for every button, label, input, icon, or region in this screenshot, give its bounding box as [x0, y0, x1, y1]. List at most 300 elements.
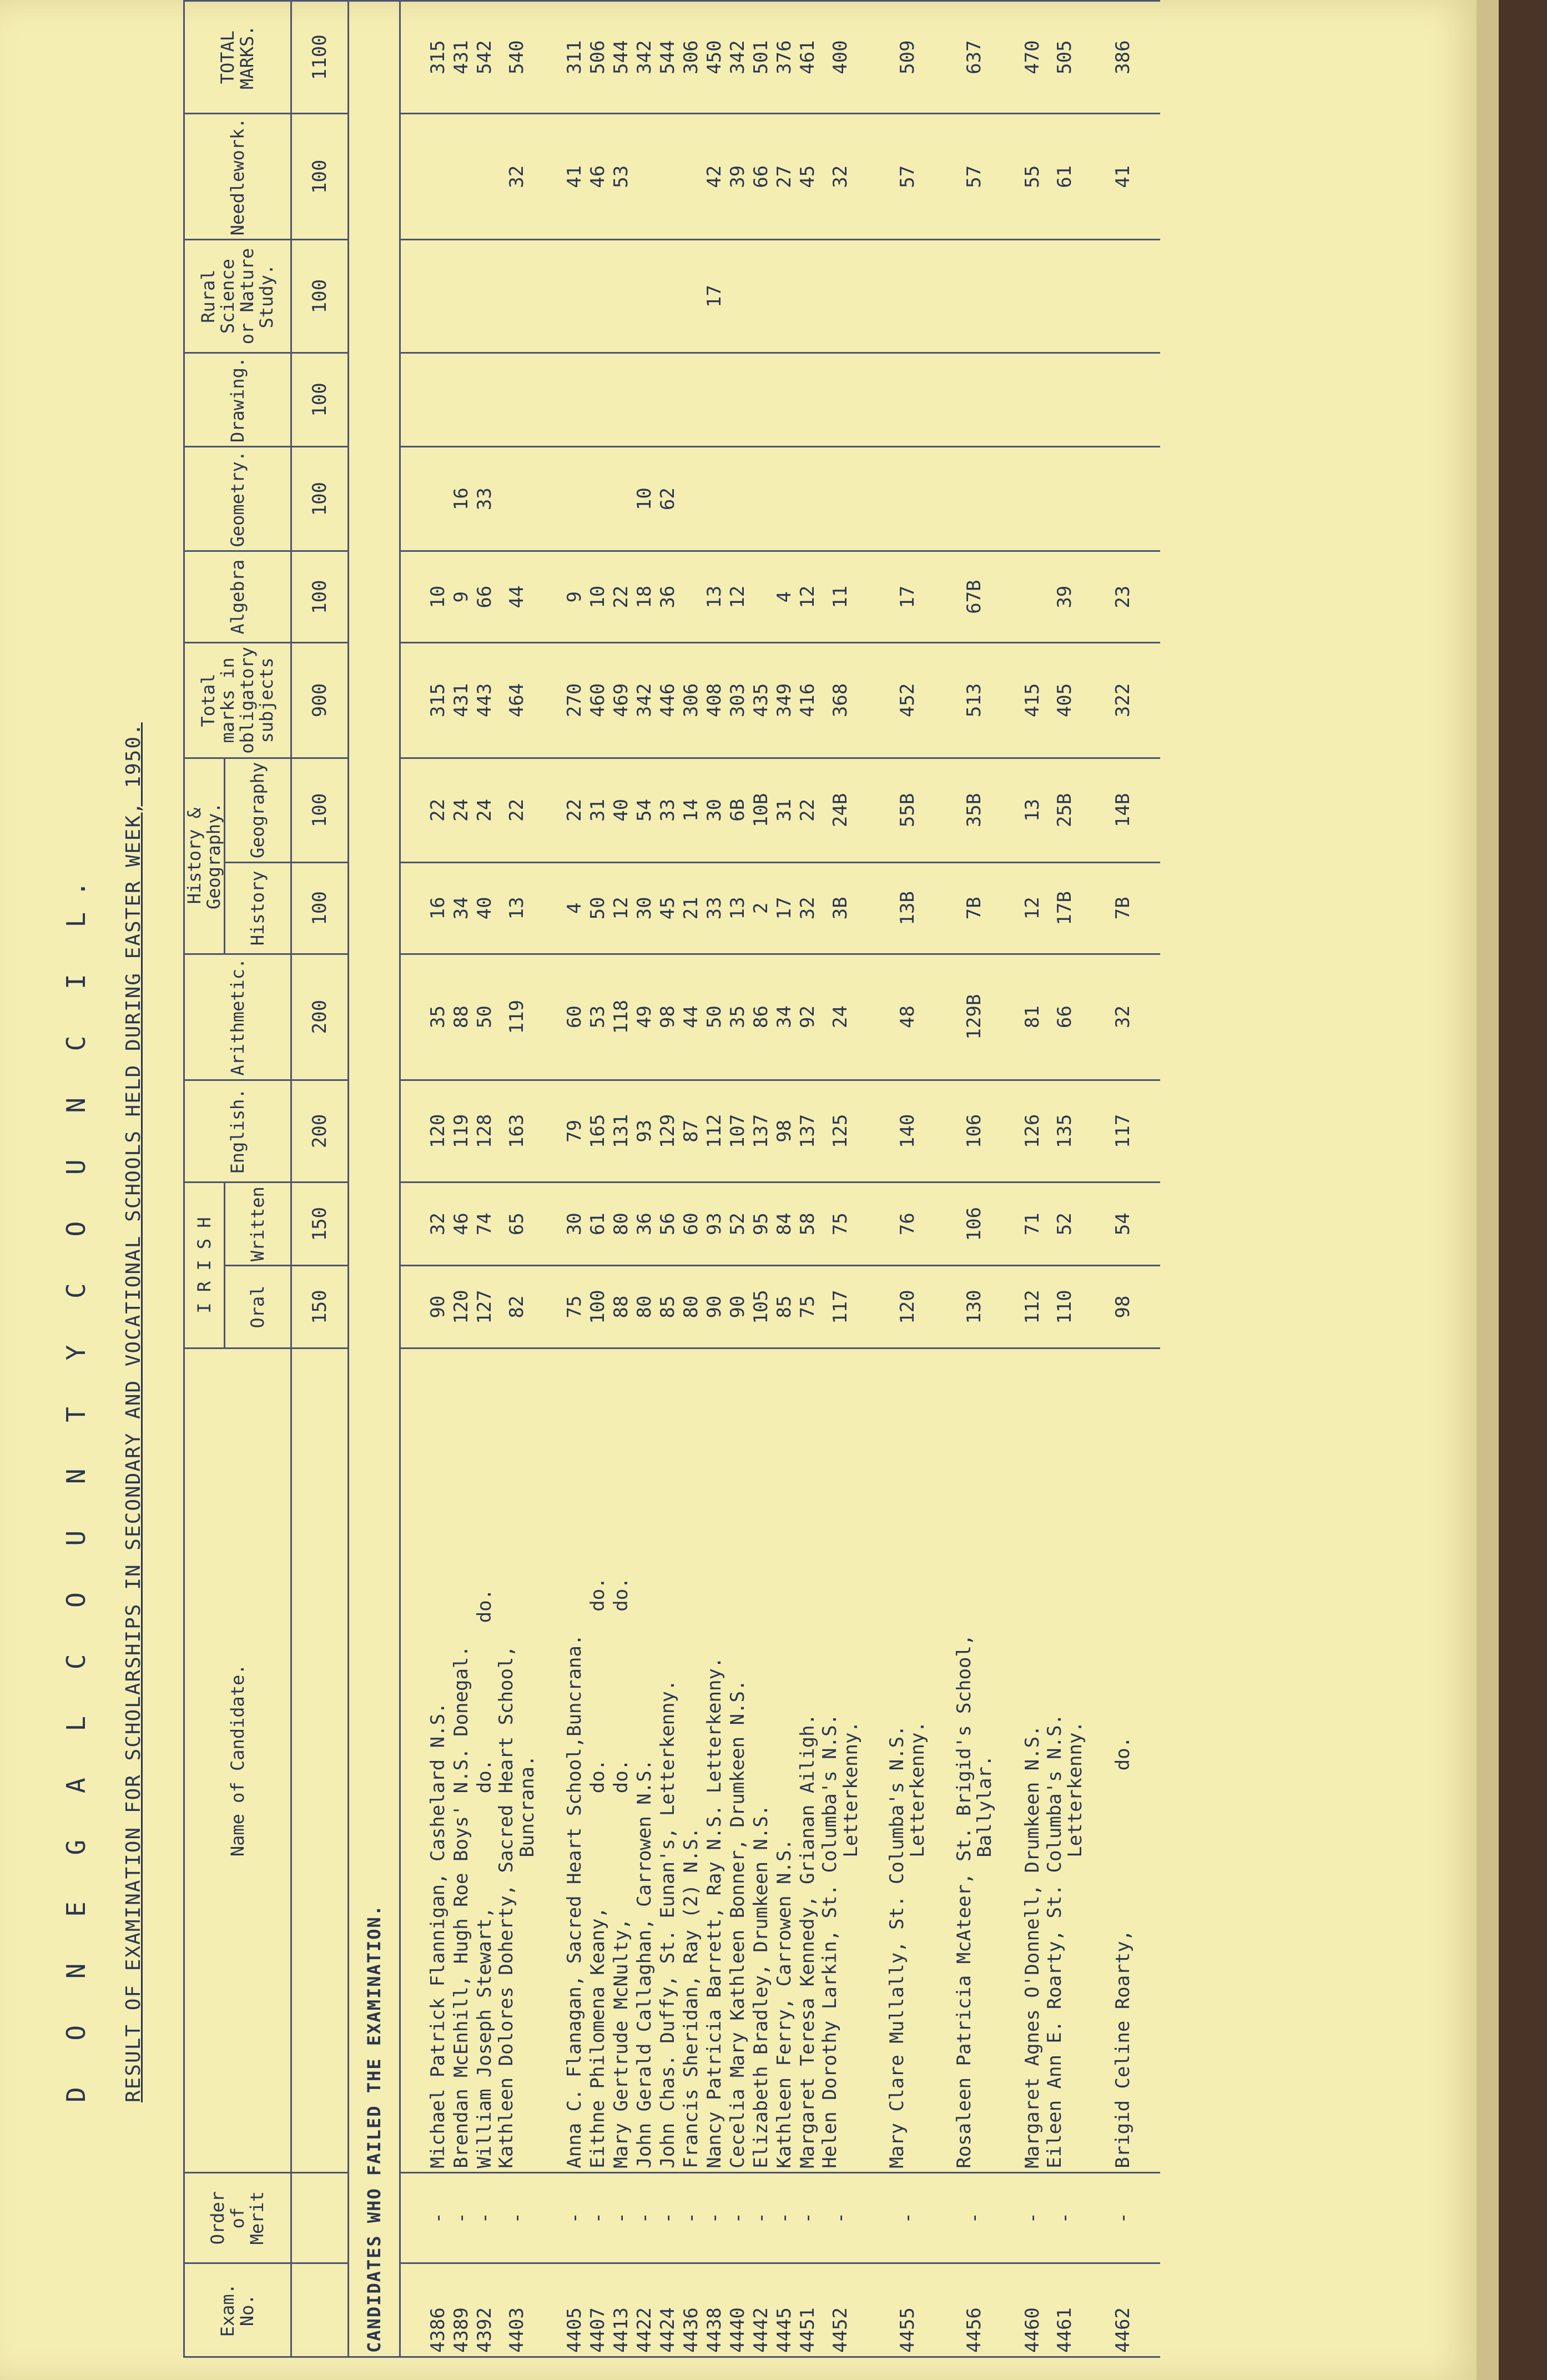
- cell-algebra: 10: [426, 551, 450, 643]
- table-row: [797, 1, 820, 2357]
- spacer-row: [996, 1, 1021, 2357]
- cell-total: 315: [426, 1, 450, 114]
- cell-geometry: [750, 446, 773, 551]
- cell-written: 84: [773, 1183, 797, 1266]
- candidate-name: Mary Gertrude McNulty, do. do.: [610, 1577, 633, 2168]
- cell-algebra: 44: [496, 551, 538, 643]
- cell-oblig: 469: [610, 643, 633, 758]
- header-geography: Geography: [225, 758, 291, 862]
- cell-geometry: 10: [633, 446, 657, 551]
- cell-geometry: [820, 446, 861, 551]
- cell-oral: 90: [426, 1266, 450, 1349]
- cell-name: [1111, 1348, 1135, 2172]
- cell-name: [727, 1348, 750, 2172]
- cell-order: -: [587, 2172, 610, 2263]
- cell-history: 3B: [820, 863, 861, 954]
- cell-rural: [426, 240, 450, 353]
- cell-needle: 42: [703, 114, 727, 240]
- cell-algebra: 36: [657, 551, 680, 643]
- max-rural-science: 100: [291, 240, 349, 353]
- table-row: [1045, 1, 1086, 2357]
- cell-algebra: [1021, 551, 1045, 643]
- cell-algebra: 9: [450, 551, 473, 643]
- candidate-name: Helen Dorothy Larkin, St. Columba's N.S.: [819, 1713, 841, 2168]
- cell-rural: [773, 240, 797, 353]
- cell-order: -: [633, 2172, 657, 2263]
- header-history-geography: History & Geography.: [184, 758, 225, 954]
- cell-oblig: 368: [820, 643, 861, 758]
- cell-needle: 32: [820, 114, 861, 240]
- table-row: [887, 1, 929, 2357]
- cell-history: 4: [563, 863, 587, 954]
- cell-written: 93: [703, 1183, 727, 1266]
- document-title: D O N E G A L C O U N T Y C O U N C I L.: [61, 866, 91, 2102]
- candidate-name: Cecelia Mary Kathleen Bonner, Drumkeen N.S.: [727, 1679, 749, 2168]
- cell-order: -: [703, 2172, 727, 2263]
- cell-total: 461: [797, 1, 820, 114]
- cell-geography: 30: [703, 758, 727, 862]
- cell-algebra: 12: [727, 551, 750, 643]
- cell-needle: 46: [587, 114, 610, 240]
- candidate-name: Margaret Teresa Kennedy, Grianan Ailigh.: [797, 1713, 819, 2168]
- cell-geometry: [954, 446, 996, 551]
- cell-exam: 4392: [473, 2263, 496, 2357]
- cell-drawing: [820, 353, 861, 446]
- binder-background: [1499, 0, 1547, 2380]
- cell-written: 75: [820, 1183, 861, 1266]
- cell-order: -: [1045, 2172, 1086, 2263]
- cell-written: 32: [426, 1183, 450, 1266]
- cell-total: 342: [727, 1, 750, 114]
- spacer-row: [538, 1, 563, 2357]
- cell-algebra: 10: [587, 551, 610, 643]
- cell-name: [797, 1348, 820, 2172]
- cell-needle: 45: [797, 114, 820, 240]
- spacer-row: [1135, 1, 1160, 2357]
- cell-history: 32: [797, 863, 820, 954]
- cell-geometry: [773, 446, 797, 551]
- cell-needle: 27: [773, 114, 797, 240]
- cell-history: 17B: [1045, 863, 1086, 954]
- cell-arith: 34: [773, 954, 797, 1080]
- cell-name: [450, 1348, 473, 2172]
- max-arithmetic: 200: [291, 954, 349, 1080]
- cell-needle: 57: [954, 114, 996, 240]
- cell-oral: 80: [633, 1266, 657, 1349]
- cell-drawing: [633, 353, 657, 446]
- cell-name: [587, 1348, 610, 2172]
- cell-english: 131: [610, 1080, 633, 1183]
- cell-geometry: 62: [657, 446, 680, 551]
- cell-rural: [820, 240, 861, 353]
- cell-arith: 24: [820, 954, 861, 1080]
- max-oral: 150: [291, 1266, 349, 1349]
- header-order-of-merit: Order of Merit: [184, 2172, 291, 2263]
- cell-total: 470: [1021, 1, 1045, 114]
- cell-order: -: [450, 2172, 473, 2263]
- cell-order: -: [954, 2172, 996, 2263]
- cell-algebra: 17: [887, 551, 929, 643]
- cell-geography: 35B: [954, 758, 996, 862]
- cell-oral: 110: [1045, 1266, 1086, 1349]
- cell-history: 2: [750, 863, 773, 954]
- cell-name: [610, 1348, 633, 2172]
- cell-drawing: [657, 353, 680, 446]
- cell-arith: 50: [703, 954, 727, 1080]
- cell-total: 311: [563, 1, 587, 114]
- cell-rural: [887, 240, 929, 353]
- table-row: [496, 1, 538, 2357]
- candidate-name: Michael Patrick Flannigan, Cashelard N.S.: [426, 1702, 449, 2168]
- table-row: [657, 1, 680, 2357]
- cell-history: 13: [727, 863, 750, 954]
- header-total-marks: TOTAL MARKS.: [184, 1, 291, 114]
- cell-drawing: [473, 353, 496, 446]
- candidate-school-continued: Buncrana.: [516, 1755, 538, 1858]
- cell-total: 342: [633, 1, 657, 114]
- cell-written: 58: [797, 1183, 820, 1266]
- candidate-school-continued: Letterkenny.: [1064, 1721, 1086, 1858]
- cell-name: [954, 1348, 996, 2172]
- cell-order: -: [1021, 2172, 1045, 2263]
- cell-oblig: 464: [496, 643, 538, 758]
- cell-exam: 4386: [426, 2263, 450, 2357]
- header-needlework: Needlework.: [184, 114, 291, 240]
- cell-needle: 41: [1111, 114, 1135, 240]
- cell-drawing: [773, 353, 797, 446]
- cell-name: [750, 1348, 773, 2172]
- cell-arith: 118: [610, 954, 633, 1080]
- cell-history: 12: [1021, 863, 1045, 954]
- cell-arith: 50: [473, 954, 496, 1080]
- section-label: CANDIDATES WHO FAILED THE EXAMINATION.: [349, 1, 400, 2357]
- cell-name: [426, 1348, 450, 2172]
- cell-geometry: [797, 446, 820, 551]
- cell-oblig: 342: [633, 643, 657, 758]
- cell-needle: [633, 114, 657, 240]
- cell-rural: [1111, 240, 1135, 353]
- cell-history: 17: [773, 863, 797, 954]
- candidate-school-continued: Letterkenny.: [839, 1721, 862, 1858]
- cell-english: 79: [563, 1080, 587, 1183]
- cell-arith: 49: [633, 954, 657, 1080]
- cell-drawing: [426, 353, 450, 446]
- cell-rural: [563, 240, 587, 353]
- cell-history: 40: [473, 863, 496, 954]
- cell-drawing: [1045, 353, 1086, 446]
- cell-name: [773, 1348, 797, 2172]
- table-row: [727, 1, 750, 2357]
- max-english: 200: [291, 1080, 349, 1183]
- cell-written: 61: [587, 1183, 610, 1266]
- cell-history: 45: [657, 863, 680, 954]
- cell-total: 431: [450, 1, 473, 114]
- cell-needle: 53: [610, 114, 633, 240]
- cell-written: 54: [1111, 1183, 1135, 1266]
- cell-drawing: [727, 353, 750, 446]
- cell-total: 509: [887, 1, 929, 114]
- table-row: [820, 1, 861, 2357]
- cell-arith: 119: [496, 954, 538, 1080]
- cell-geography: 40: [610, 758, 633, 862]
- cell-arith: 32: [1111, 954, 1135, 1080]
- cell-history: 7B: [1111, 863, 1135, 954]
- cell-oral: 85: [773, 1266, 797, 1349]
- cell-order: -: [773, 2172, 797, 2263]
- candidate-name: Eithne Philomena Keany, do. do.: [587, 1577, 609, 2168]
- cell-english: 107: [727, 1080, 750, 1183]
- cell-oral: 105: [750, 1266, 773, 1349]
- cell-drawing: [887, 353, 929, 446]
- candidate-school-continued: Letterkenny.: [906, 1721, 929, 1858]
- cell-algebra: 22: [610, 551, 633, 643]
- cell-geography: 25B: [1045, 758, 1086, 862]
- section-row: [349, 1, 400, 2357]
- candidate-name: Francis Sheridan, Ray (2) N.S.: [680, 1827, 703, 2168]
- max-algebra: 100: [291, 551, 349, 643]
- cell-oblig: 349: [773, 643, 797, 758]
- cell-algebra: [750, 551, 773, 643]
- max-total: 1100: [291, 1, 349, 114]
- cell-oblig: 435: [750, 643, 773, 758]
- cell-arith: 66: [1045, 954, 1086, 1080]
- cell-geometry: [887, 446, 929, 551]
- cell-geography: 24B: [820, 758, 861, 862]
- cell-geography: 54: [633, 758, 657, 862]
- cell-oral: 117: [820, 1266, 861, 1349]
- cell-oral: 130: [954, 1266, 996, 1349]
- cell-exam: 4451: [797, 2263, 820, 2357]
- cell-english: 112: [703, 1080, 727, 1183]
- cell-oral: 127: [473, 1266, 496, 1349]
- candidate-name: Kathleen Ferry, Carrowen N.S.: [773, 1839, 796, 2168]
- cell-exam: 4436: [680, 2263, 703, 2357]
- cell-oblig: 315: [426, 643, 450, 758]
- cell-drawing: [563, 353, 587, 446]
- cell-algebra: 9: [563, 551, 587, 643]
- spacer-row: [1086, 1, 1111, 2357]
- cell-arith: 35: [426, 954, 450, 1080]
- cell-oral: 75: [563, 1266, 587, 1349]
- cell-history: 16: [426, 863, 450, 954]
- cell-exam: 4403: [496, 2263, 538, 2357]
- cell-geography: 55B: [887, 758, 929, 862]
- cell-arith: 35: [727, 954, 750, 1080]
- cell-drawing: [703, 353, 727, 446]
- cell-algebra: 18: [633, 551, 657, 643]
- cell-name: [887, 1348, 929, 2172]
- cell-total: 505: [1045, 1, 1086, 114]
- cell-oblig: 416: [797, 643, 820, 758]
- cell-order: -: [610, 2172, 633, 2263]
- cell-name: [820, 1348, 861, 2172]
- table-row: [1111, 1, 1135, 2357]
- cell-algebra: 12: [797, 551, 820, 643]
- cell-english: 87: [680, 1080, 703, 1183]
- cell-exam: 4456: [954, 2263, 996, 2357]
- cell-drawing: [680, 353, 703, 446]
- cell-written: 76: [887, 1183, 929, 1266]
- candidate-name: John Gerald Callaghan, Carrowen N.S.: [633, 1759, 656, 2168]
- cell-name: [496, 1348, 538, 2172]
- max-total-obligatory: 900: [291, 643, 349, 758]
- cell-history: 50: [587, 863, 610, 954]
- cell-arith: 98: [657, 954, 680, 1080]
- cell-exam: 4462: [1111, 2263, 1135, 2357]
- cell-geography: 22: [426, 758, 450, 862]
- candidate-school-continued: Ballylar.: [974, 1755, 996, 1858]
- cell-english: 140: [887, 1080, 929, 1183]
- cell-order: -: [750, 2172, 773, 2263]
- cell-geography: 24: [450, 758, 473, 862]
- cell-total: 544: [657, 1, 680, 114]
- candidate-name: Eileen Ann E. Roarty, St. Columba's N.S.: [1043, 1713, 1066, 2168]
- candidate-name: Mary Clare Mullally, St. Columba's N.S.: [885, 1725, 908, 2168]
- cell-order: -: [473, 2172, 496, 2263]
- cell-needle: [657, 114, 680, 240]
- cell-english: 93: [633, 1080, 657, 1183]
- cell-oblig: 513: [954, 643, 996, 758]
- cell-name: [680, 1348, 703, 2172]
- cell-geometry: [680, 446, 703, 551]
- cell-rural: [473, 240, 496, 353]
- cell-needle: 32: [496, 114, 538, 240]
- cell-oblig: 405: [1045, 643, 1086, 758]
- cell-written: 52: [1045, 1183, 1086, 1266]
- cell-arith: 48: [887, 954, 929, 1080]
- cell-order: -: [820, 2172, 861, 2263]
- cell-written: 65: [496, 1183, 538, 1266]
- cell-english: 137: [750, 1080, 773, 1183]
- document-subtitle: RESULT OF EXAMINATION FOR SCHOLARSHIPS IN SECONDARY AND VOCATIONAL SCHOOLS HELD DURING EASTER WEEK, 1950.: [122, 722, 145, 2102]
- cell-total: 386: [1111, 1, 1135, 114]
- cell-total: 450: [703, 1, 727, 114]
- cell-english: 137: [797, 1080, 820, 1183]
- header-history: History: [225, 863, 291, 954]
- cell-geometry: [426, 446, 450, 551]
- cell-drawing: [587, 353, 610, 446]
- cell-geometry: [1111, 446, 1135, 551]
- cell-rural: 17: [703, 240, 727, 353]
- cell-history: 13B: [887, 863, 929, 954]
- cell-english: 117: [1111, 1080, 1135, 1183]
- cell-rural: [954, 240, 996, 353]
- max-geography: 100: [291, 758, 349, 862]
- cell-geometry: [703, 446, 727, 551]
- cell-geography: 14: [680, 758, 703, 862]
- cell-written: 106: [954, 1183, 996, 1266]
- cell-oblig: 322: [1111, 643, 1135, 758]
- cell-exam: 4445: [773, 2263, 797, 2357]
- cell-history: 13: [496, 863, 538, 954]
- cell-geography: 31: [587, 758, 610, 862]
- cell-arith: 129B: [954, 954, 996, 1080]
- table-row: [587, 1, 610, 2357]
- max-history: 100: [291, 863, 349, 954]
- cell-rural: [610, 240, 633, 353]
- header-rural-science: Rural Science or Nature Study.: [184, 240, 291, 353]
- cell-order: -: [797, 2172, 820, 2263]
- cell-geometry: 16: [450, 446, 473, 551]
- header-exam-no: Exam. No.: [184, 2263, 291, 2357]
- candidate-name: Kathleen Dolores Doherty, Sacred Heart School,: [495, 1646, 518, 2168]
- cell-oral: 82: [496, 1266, 538, 1349]
- cell-name: [473, 1348, 496, 2172]
- cell-geometry: [727, 446, 750, 551]
- cell-english: 126: [1021, 1080, 1045, 1183]
- max-written: 150: [291, 1183, 349, 1266]
- cell-order: -: [887, 2172, 929, 2263]
- cell-oral: 85: [657, 1266, 680, 1349]
- candidate-name: Rosaleen Patricia McAteer, St. Brigid's School,: [953, 1634, 975, 2168]
- cell-order: -: [563, 2172, 587, 2263]
- cell-arith: 86: [750, 954, 773, 1080]
- max-drawing: 100: [291, 353, 349, 446]
- cell-history: 30: [633, 863, 657, 954]
- cell-history: 33: [703, 863, 727, 954]
- cell-history: 34: [450, 863, 473, 954]
- cell-rural: [496, 240, 538, 353]
- cell-arith: 81: [1021, 954, 1045, 1080]
- cell-oral: 112: [1021, 1266, 1045, 1349]
- cell-history: 21: [680, 863, 703, 954]
- cell-total: 542: [473, 1, 496, 114]
- cell-needle: 57: [887, 114, 929, 240]
- candidate-name: William Joseph Stewart, do. do.: [473, 1588, 496, 2168]
- cell-english: 106: [954, 1080, 996, 1183]
- cell-name: [563, 1348, 587, 2172]
- cell-algebra: 4: [773, 551, 797, 643]
- cell-geometry: [587, 446, 610, 551]
- cell-oblig: 460: [587, 643, 610, 758]
- cell-geography: 10B: [750, 758, 773, 862]
- cell-name: [1045, 1348, 1086, 2172]
- cell-rural: [633, 240, 657, 353]
- cell-english: 128: [473, 1080, 496, 1183]
- cell-geography: 31: [773, 758, 797, 862]
- header-drawing: Drawing.: [184, 353, 291, 446]
- cell-drawing: [496, 353, 538, 446]
- paper-edge: [1477, 0, 1499, 2380]
- cell-oblig: 408: [703, 643, 727, 758]
- cell-oral: 75: [797, 1266, 820, 1349]
- cell-geometry: [610, 446, 633, 551]
- cell-geography: 22: [496, 758, 538, 862]
- cell-oblig: 446: [657, 643, 680, 758]
- cell-rural: [1045, 240, 1086, 353]
- cell-history: 7B: [954, 863, 996, 954]
- table-row: [610, 1, 633, 2357]
- cell-exam: 4442: [750, 2263, 773, 2357]
- max-geometry: 100: [291, 446, 349, 551]
- cell-arith: 88: [450, 954, 473, 1080]
- cell-written: 71: [1021, 1183, 1045, 1266]
- cell-name: [657, 1348, 680, 2172]
- cell-oblig: 415: [1021, 643, 1045, 758]
- cell-oral: 80: [680, 1266, 703, 1349]
- header-english: English.: [184, 1080, 291, 1183]
- cell-total: 540: [496, 1, 538, 114]
- table-row: [633, 1, 657, 2357]
- spacer-row: [929, 1, 954, 2357]
- cell-exam: 4438: [703, 2263, 727, 2357]
- cell-written: 52: [727, 1183, 750, 1266]
- cell-english: 135: [1045, 1080, 1086, 1183]
- cell-geometry: 33: [473, 446, 496, 551]
- cell-english: 120: [426, 1080, 450, 1183]
- table-row: [954, 1, 996, 2357]
- cell-exam: 4452: [820, 2263, 861, 2357]
